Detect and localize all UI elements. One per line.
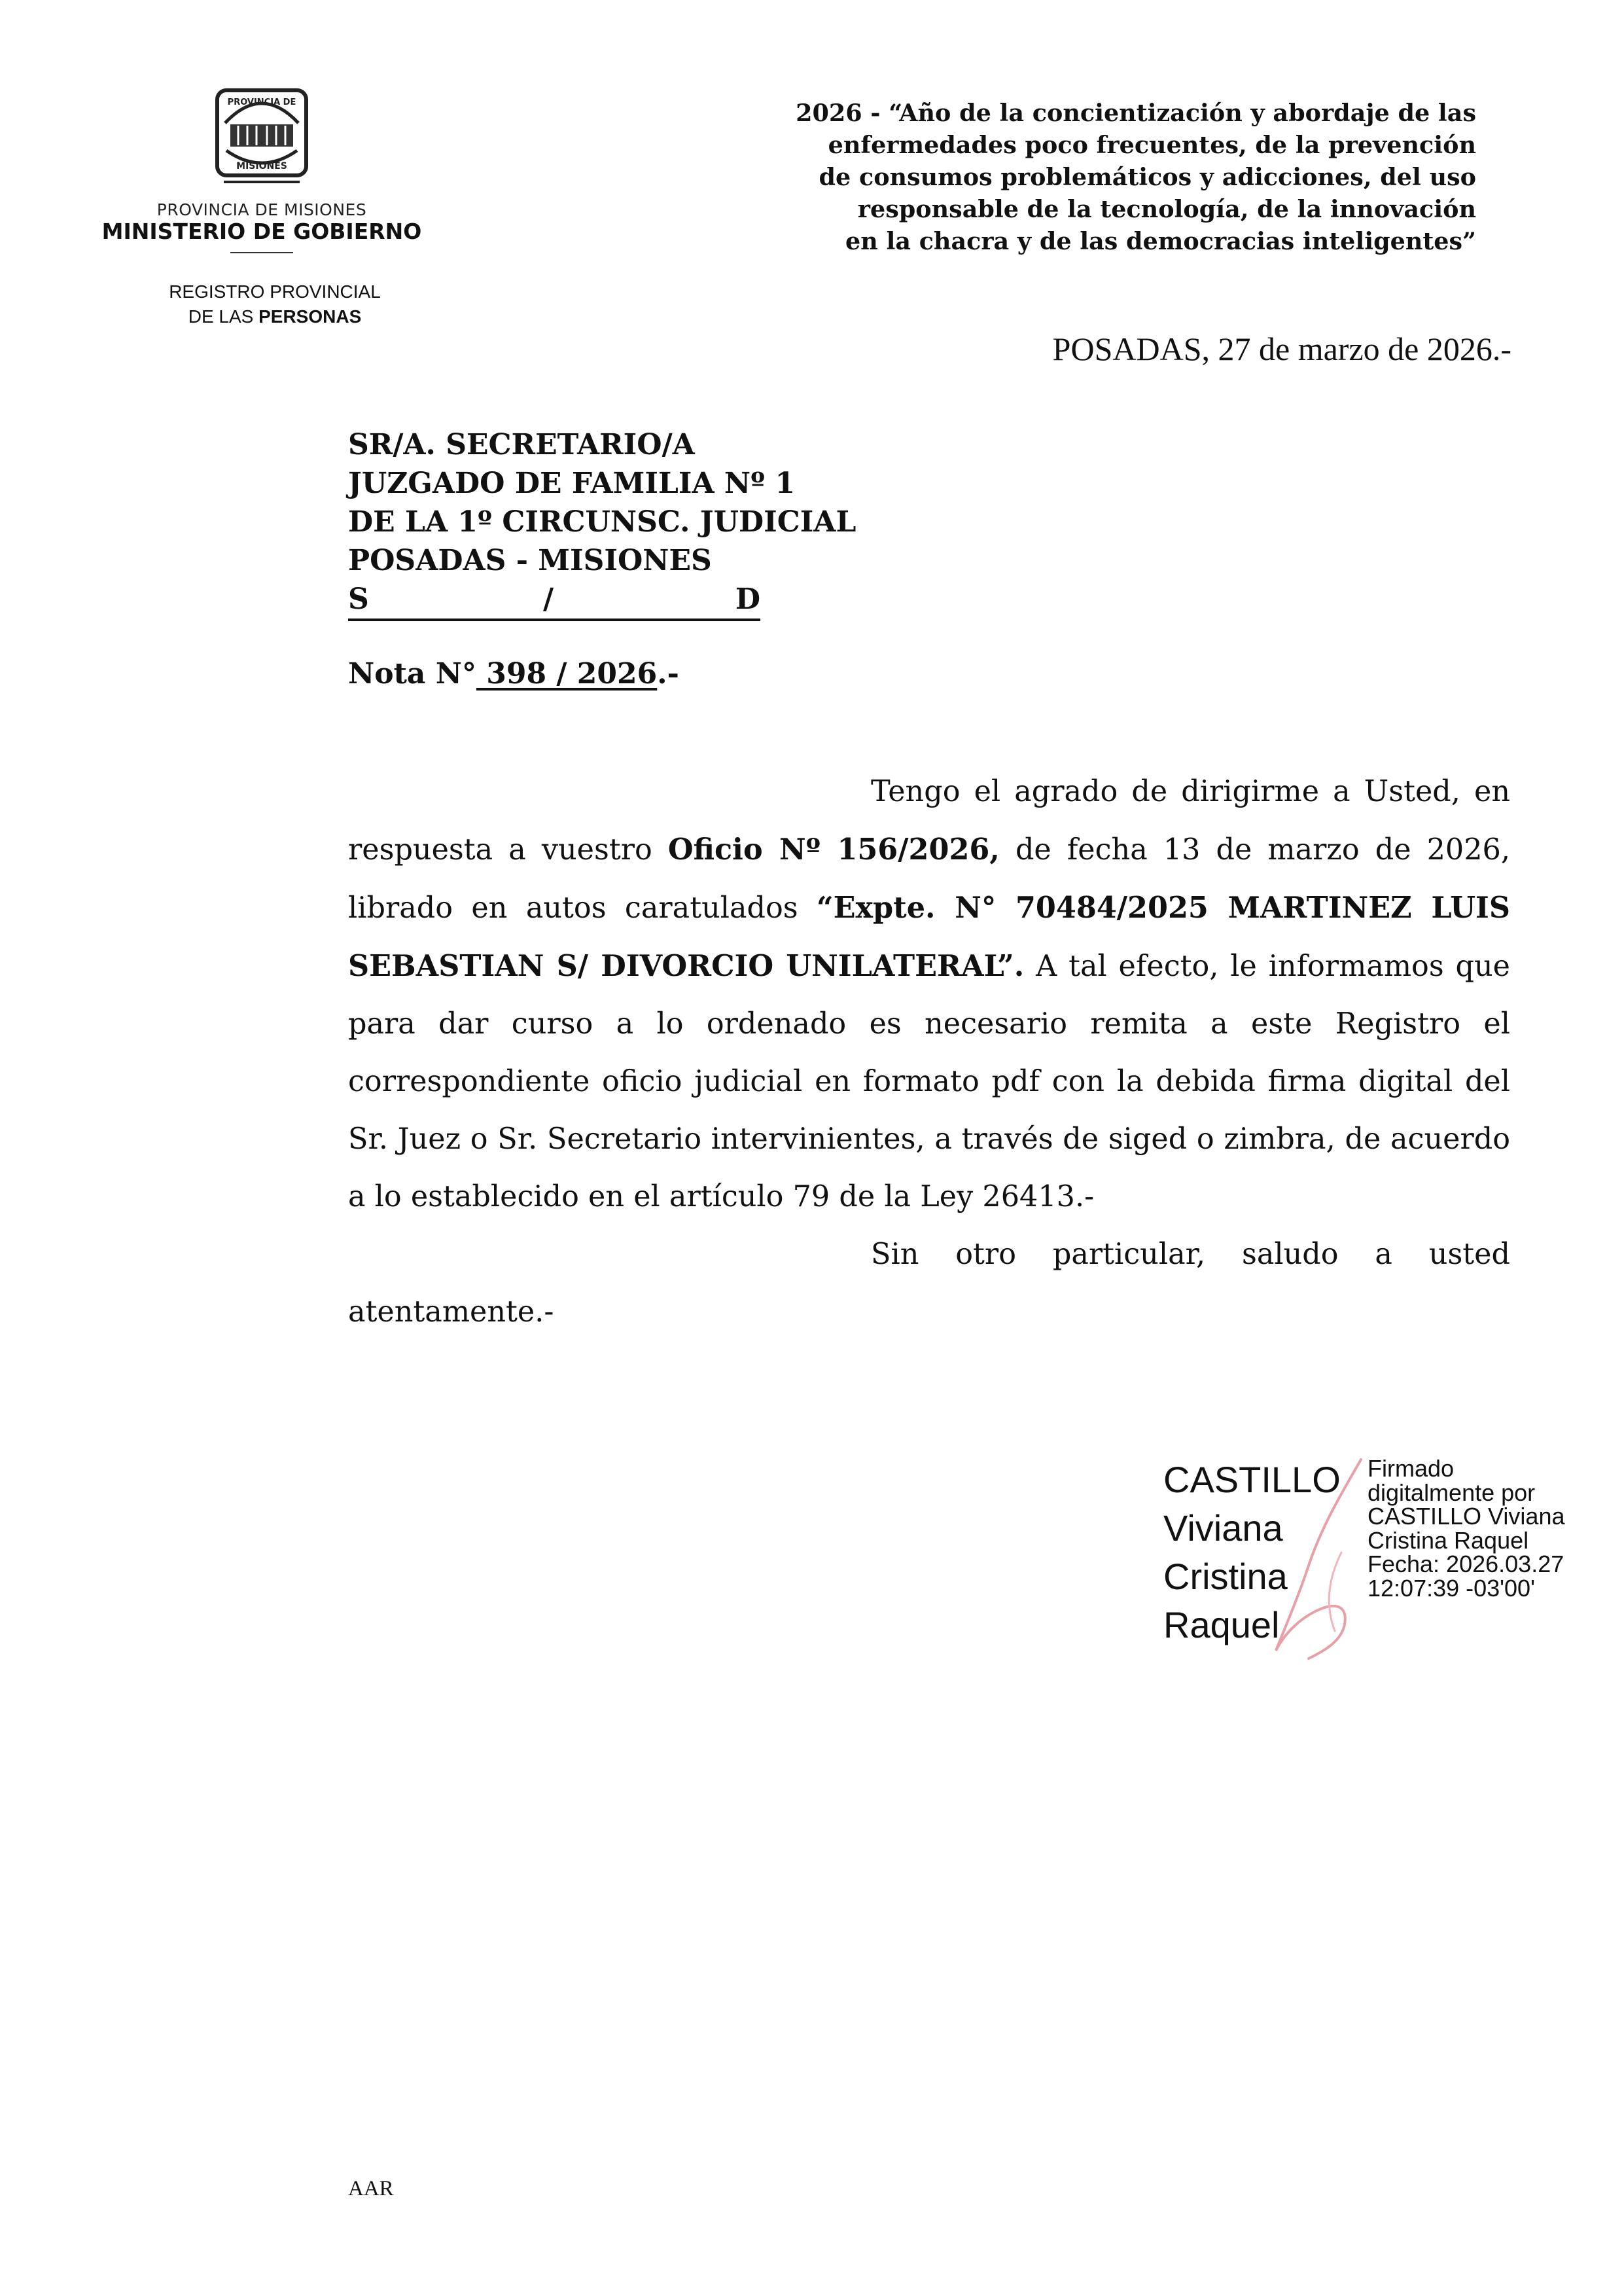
sd-d: D	[735, 583, 760, 616]
signature-detail-line: CASTILLO Viviana	[1368, 1503, 1565, 1530]
year-motto-line: 2026 - “Año de la concientización y abordaje de las	[796, 99, 1476, 127]
body-text: de fecha 13 de marzo de 2026, librado en autos caratulados	[348, 833, 1510, 925]
signature-detail-line: Cristina Raquel	[1368, 1526, 1529, 1554]
year-motto-line: responsable de la tecnología, de la innovación	[857, 195, 1476, 223]
signature-details	[1368, 1457, 1564, 1600]
registry-name-line2	[98, 306, 451, 327]
addressee-line: SR/A. SECRETARIO/A	[348, 428, 695, 461]
date-line: POSADAS, 27 de marzo de 2026.-	[1052, 331, 1511, 367]
sd-s: S	[348, 583, 369, 616]
signature-detail-line: Fecha: 2026.03.27	[1368, 1551, 1564, 1577]
body-paragraph-2: Sin otro particular, saludo a usted atentamente.-	[348, 1238, 1510, 1329]
typist-initials: AAR	[348, 2177, 394, 2200]
seal-top-text: PROVINCIA DE	[227, 98, 296, 107]
digital-signature-mark-icon	[1263, 1454, 1374, 1664]
year-motto	[626, 97, 1476, 257]
sd-slash: /	[543, 583, 554, 616]
body-text: A tal efecto, le informamos que para dar curso a lo ordenado es necesario remita a este Registro el correspondiente oficio judicial en formato pdf con la debida firma digital del Sr. Juez o Sr. Secretario intervinientes, a través de siged o zimbra, de acuerdo a lo establecido en el artículo 79 de la Ley 26413.-	[348, 950, 1510, 1213]
note-suffix: .-	[657, 657, 679, 691]
year-motto-line: de consumos problemáticos y adicciones, del uso	[819, 163, 1476, 191]
signer-name-line: Raquel	[1163, 1604, 1280, 1645]
sd-line	[348, 580, 760, 621]
registry-line2-bold: PERSONAS	[258, 306, 362, 327]
oficio-reference: Oficio Nº 156/2026,	[667, 833, 1000, 867]
signer-name-line: CASTILLO	[1163, 1459, 1341, 1500]
province-seal-logo	[211, 77, 313, 190]
ministry-name: MINISTERIO DE GOBIERNO	[101, 219, 422, 244]
year-motto-line: enfermedades poco frecuentes, de la prevención	[828, 131, 1476, 159]
signature-detail-line: 12:07:39 -03'00'	[1368, 1574, 1535, 1602]
letter-body	[348, 763, 1510, 1341]
signer-name-line: Viviana	[1163, 1507, 1283, 1549]
note-number-value: 398 / 2026	[476, 657, 658, 691]
signature-detail-line: Firmado	[1368, 1455, 1455, 1482]
body-paragraph-1	[348, 763, 1510, 1226]
addressee-line: POSADAS - MISIONES	[348, 544, 712, 577]
note-prefix: Nota N°	[348, 657, 476, 691]
year-motto-line: en la chacra y de las democracias inteligentes”	[845, 227, 1476, 255]
signer-name-line: Cristina	[1163, 1556, 1288, 1597]
registry-name-line1: REGISTRO PROVINCIAL	[169, 281, 381, 302]
signature-detail-line: digitalmente por	[1368, 1479, 1536, 1506]
seal-bottom-text: MISIONES	[236, 161, 287, 171]
note-number	[348, 657, 679, 691]
letterhead-divider	[230, 252, 293, 253]
addressee-line: JUZGADO DE FAMILIA Nº 1	[348, 467, 796, 500]
case-reference: “Expte. N° 70484/2025 MARTINEZ LUIS SEBASTIAN S/ DIVORCIO UNILATERAL”.	[348, 891, 1510, 983]
body-text: Tengo el agrado de dirigirme a Usted, en respuesta a vuestro	[348, 775, 1510, 867]
addressee-line: DE LA 1º CIRCUNSC. JUDICIAL	[348, 505, 856, 539]
addressee-block	[348, 425, 856, 621]
registry-line2-prefix: DE LAS	[188, 306, 259, 327]
province-name: PROVINCIA DE MISIONES	[156, 200, 367, 219]
